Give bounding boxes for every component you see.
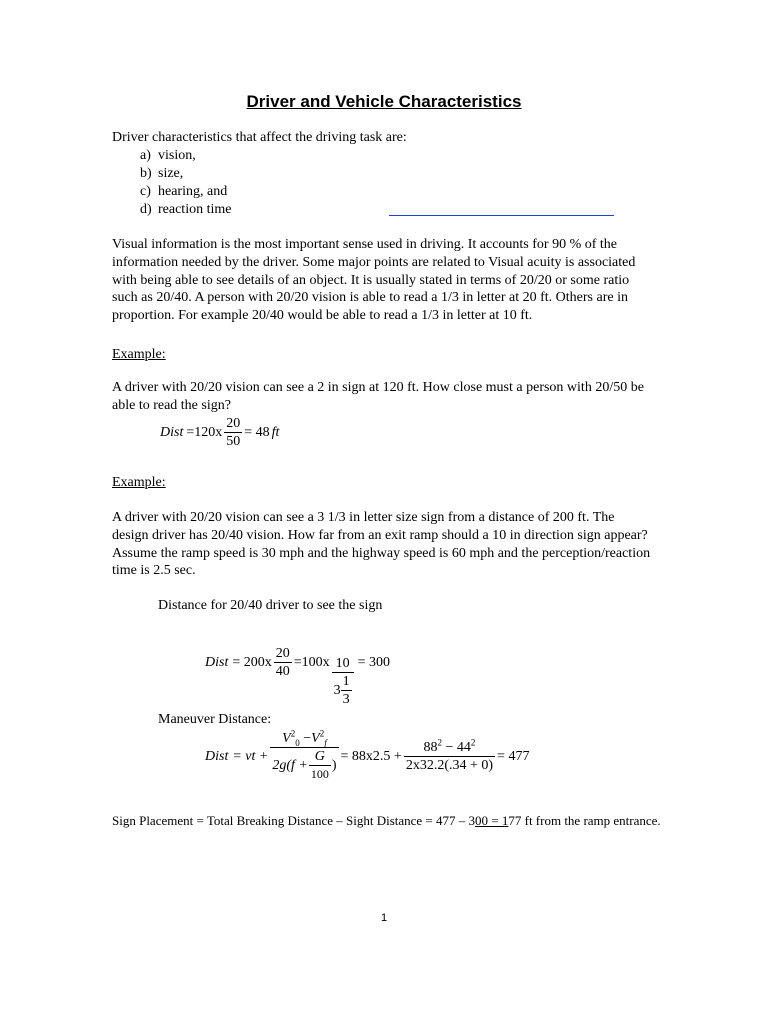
example-heading-2: Example: <box>112 475 166 490</box>
page-title: Driver and Vehicle Characteristics <box>246 92 522 111</box>
example1-text: A driver with 20/20 vision can see a 2 in sign at 120 ft. How close must a person with 20/50 be able to read the sign? <box>112 380 644 413</box>
visual-paragraph: Visual information is the most important sense used in driving. It accounts for 90 % of the information needed by the driver. Some major points are related to Visual acuity is associated with being able to see details of an object. It is usually stated in terms of 20/20 or some ratio such as 20/40. A person with 20/20 vision is able to read a 1/3 in letter at 20 ft. Others are in proportion. For example 20/40 would be able to read a 1/3 in letter at 10 ft. <box>112 237 636 324</box>
sign-placement: Sign Placement = Total Breaking Distance – Sight Distance = 477 – 300 = 177 ft from the ramp entrance. <box>112 813 661 828</box>
list-item: a) vision, <box>140 148 196 163</box>
distance-equation: Dist = 200x $\frac{20}{40}$ =100x 10 3 $\frac{1}{3}$ = 300 <box>205 646 391 707</box>
maneuver-equation: Dist = vt + $V^2_0 -V^2_f$ 2g(f + $\frac{G}{100}$ ) = 88x2.5 + $\frac{88^2 - 44^2}{2x32.2(.34 + 0)}$ = 477 <box>205 728 530 781</box>
example-heading: Example: <box>112 347 166 362</box>
distance-label: Distance for 20/40 driver to see the sign <box>158 598 383 613</box>
maneuver-label: Maneuver Distance: <box>158 712 272 727</box>
example2-text: A driver with 20/20 vision can see a 3 1/3 in letter size sign from a distance of 200 ft. The design driver has 20/40 vision. How far from an exit ramp should a 10 in direction sign appear? Assume the ramp speed is 30 mph and the highway speed is 60 mph and the perception/reaction time is 2.5 sec. <box>112 510 651 579</box>
list-item: b) size, <box>140 166 184 181</box>
characteristics-list <box>140 147 231 219</box>
blue-rule <box>389 215 614 216</box>
intro-text: Driver characteristics that affect the driving task are: <box>112 130 407 145</box>
list-item: d) reaction time <box>140 202 232 217</box>
list-item: c) hearing, and <box>140 184 228 199</box>
example1-equation: Dist =120x $\frac{20}{50}$ = 48 ft <box>160 416 280 449</box>
page-number: 1 <box>380 912 388 924</box>
